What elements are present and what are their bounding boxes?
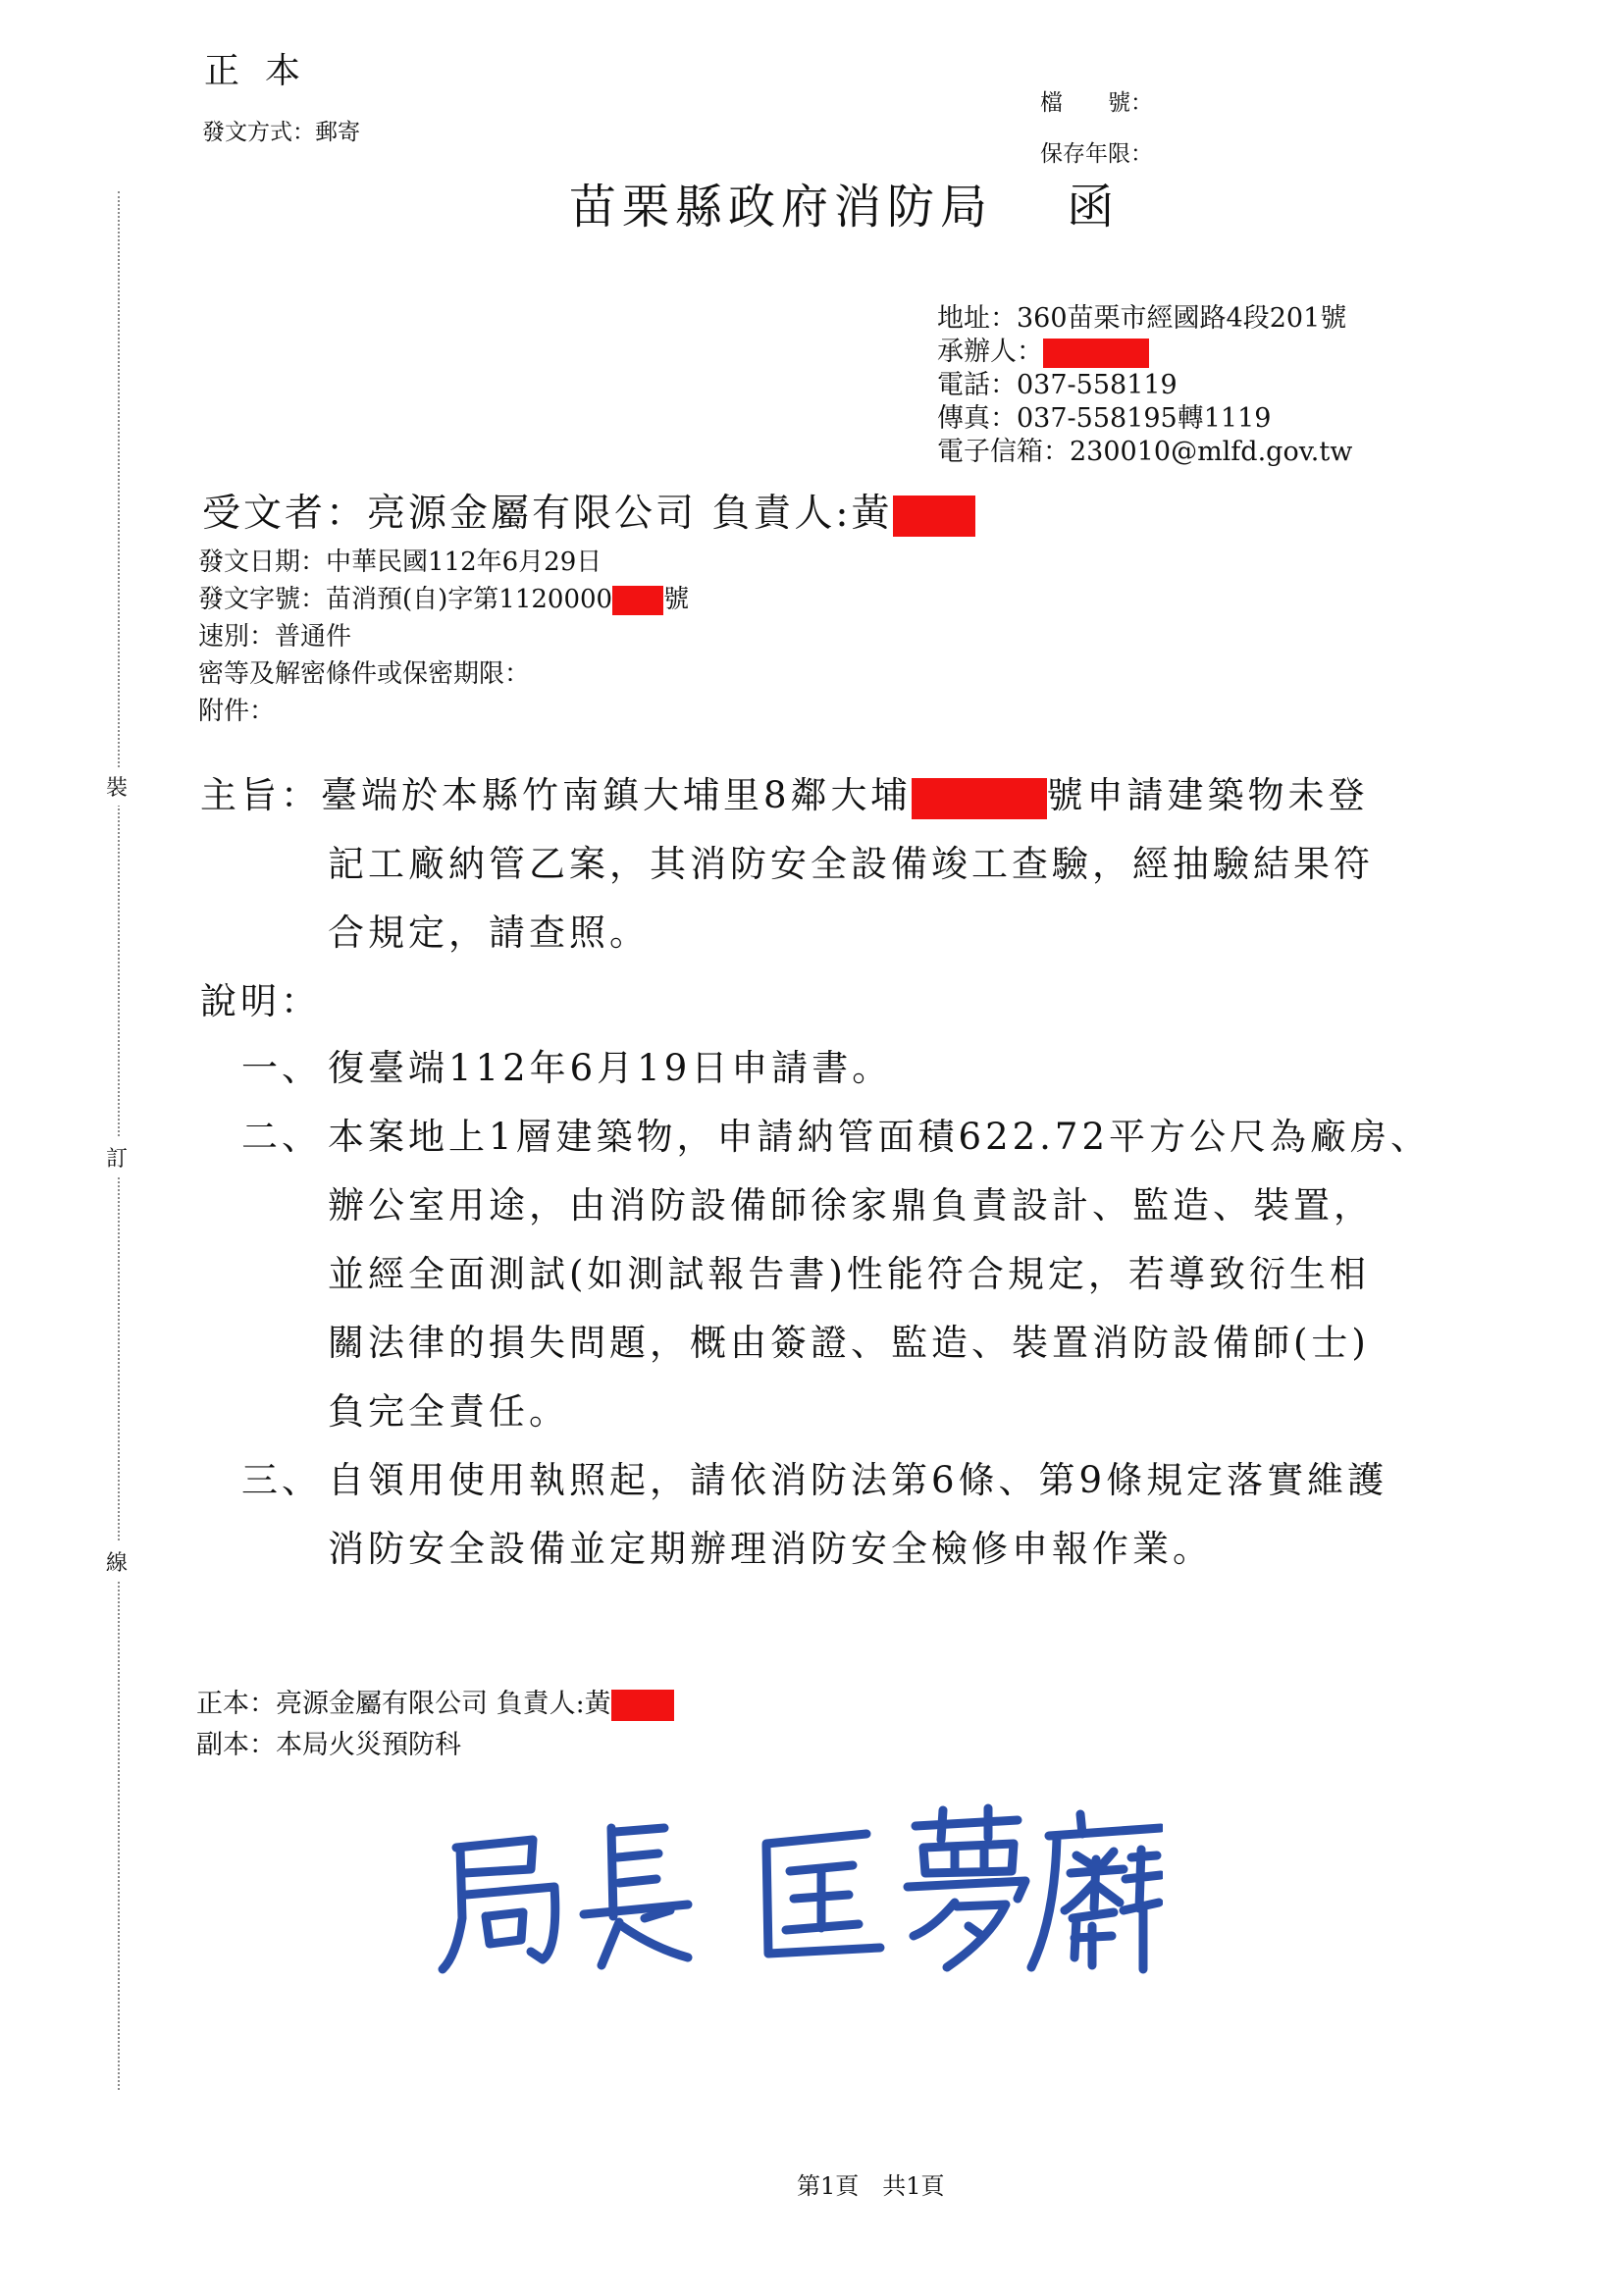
redaction-send-number bbox=[612, 586, 663, 615]
copy-mark: 正本 bbox=[204, 51, 327, 91]
send-date: 發文日期：中華民國112年6月29日 bbox=[198, 548, 602, 577]
redaction-distribution bbox=[611, 1690, 674, 1721]
distribution-main-text: 正本：亮源金屬有限公司 負責人:黃 bbox=[196, 1689, 611, 1719]
subject-text-1a: 臺端於本縣竹南鎮大埔里8鄰大埔 bbox=[321, 774, 912, 816]
subject-line-2: 記工廠納管乙案，其消防安全設備竣工查驗，經抽驗結果符 bbox=[328, 843, 1374, 885]
redaction-address bbox=[912, 778, 1047, 819]
item-3-line-1: 自領用使用執照起，請依消防法第6條、第9條規定落實維護 bbox=[328, 1459, 1388, 1501]
recipient bbox=[202, 483, 975, 538]
subject-label: 主旨： bbox=[200, 774, 321, 816]
explanation-label: 說明： bbox=[200, 980, 321, 1022]
item-2-line-5: 負完全責任。 bbox=[328, 1390, 569, 1433]
contact-address: 地址：360苗栗市經國路4段201號 bbox=[937, 303, 1347, 334]
distribution-main bbox=[196, 1682, 674, 1721]
contact-phone: 電話：037-558119 bbox=[937, 370, 1178, 400]
distribution-copy: 副本：本局火災預防科 bbox=[196, 1730, 461, 1760]
send-number-prefix: 發文字號：苗消預(自)字第1120000 bbox=[198, 585, 613, 614]
send-method: 發文方式：郵寄 bbox=[202, 120, 360, 145]
send-number-suffix: 號 bbox=[663, 585, 690, 614]
document-title: 苗栗縣政府消防局 函 bbox=[569, 180, 1121, 235]
item-2-number: 二、 bbox=[241, 1116, 322, 1158]
director-signature bbox=[437, 1800, 1163, 1982]
item-3-line-2: 消防安全設備並定期辦理消防安全檢修申報作業。 bbox=[328, 1528, 1213, 1570]
recipient-text: 受文者：亮源金屬有限公司 負責人:黃 bbox=[202, 492, 893, 536]
contact-fax: 傳真：037-558195轉1119 bbox=[937, 403, 1272, 434]
redaction-recipient bbox=[893, 496, 975, 537]
binding-mark-ding: 訂 bbox=[106, 1138, 128, 1176]
item-1-line-1: 復臺端112年6月19日申請書。 bbox=[328, 1047, 893, 1089]
subject-line-1 bbox=[200, 765, 1369, 819]
contact-email: 電子信箱：230010@mlfd.gov.tw bbox=[937, 437, 1353, 467]
item-2-line-3: 並經全面測試(如測試報告書)性能符合規定，若導致衍生相 bbox=[328, 1253, 1370, 1295]
item-2-line-1: 本案地上1層建築物，申請納管面積622.72平方公尺為廠房、 bbox=[328, 1116, 1432, 1158]
speed-class: 速別：普通件 bbox=[198, 622, 352, 652]
send-number bbox=[198, 579, 689, 615]
binding-mark-zhuang: 裝 bbox=[106, 767, 128, 806]
retention-period-label: 保存年限： bbox=[1040, 141, 1153, 167]
item-2-line-2: 辦公室用途，由消防設備師徐家鼎負責設計、監造、裝置， bbox=[328, 1184, 1374, 1226]
binding-mark-xian: 線 bbox=[106, 1542, 128, 1581]
subject-text-1b: 號申請建築物未登 bbox=[1046, 774, 1369, 816]
item-2-line-4: 關法律的損失問題，概由簽證、監造、裝置消防設備師(士) bbox=[328, 1322, 1370, 1364]
file-number-label: 檔 號： bbox=[1040, 90, 1153, 116]
item-3-number: 三、 bbox=[241, 1459, 322, 1501]
secrecy-level: 密等及解密條件或保密期限： bbox=[198, 659, 531, 689]
item-1-number: 一、 bbox=[241, 1047, 322, 1089]
handler-label: 承辦人： bbox=[937, 337, 1043, 367]
attachment: 附件： bbox=[198, 697, 276, 726]
subject-line-3: 合規定，請查照。 bbox=[328, 912, 650, 954]
page-number: 第1頁 共1頁 bbox=[797, 2172, 945, 2200]
